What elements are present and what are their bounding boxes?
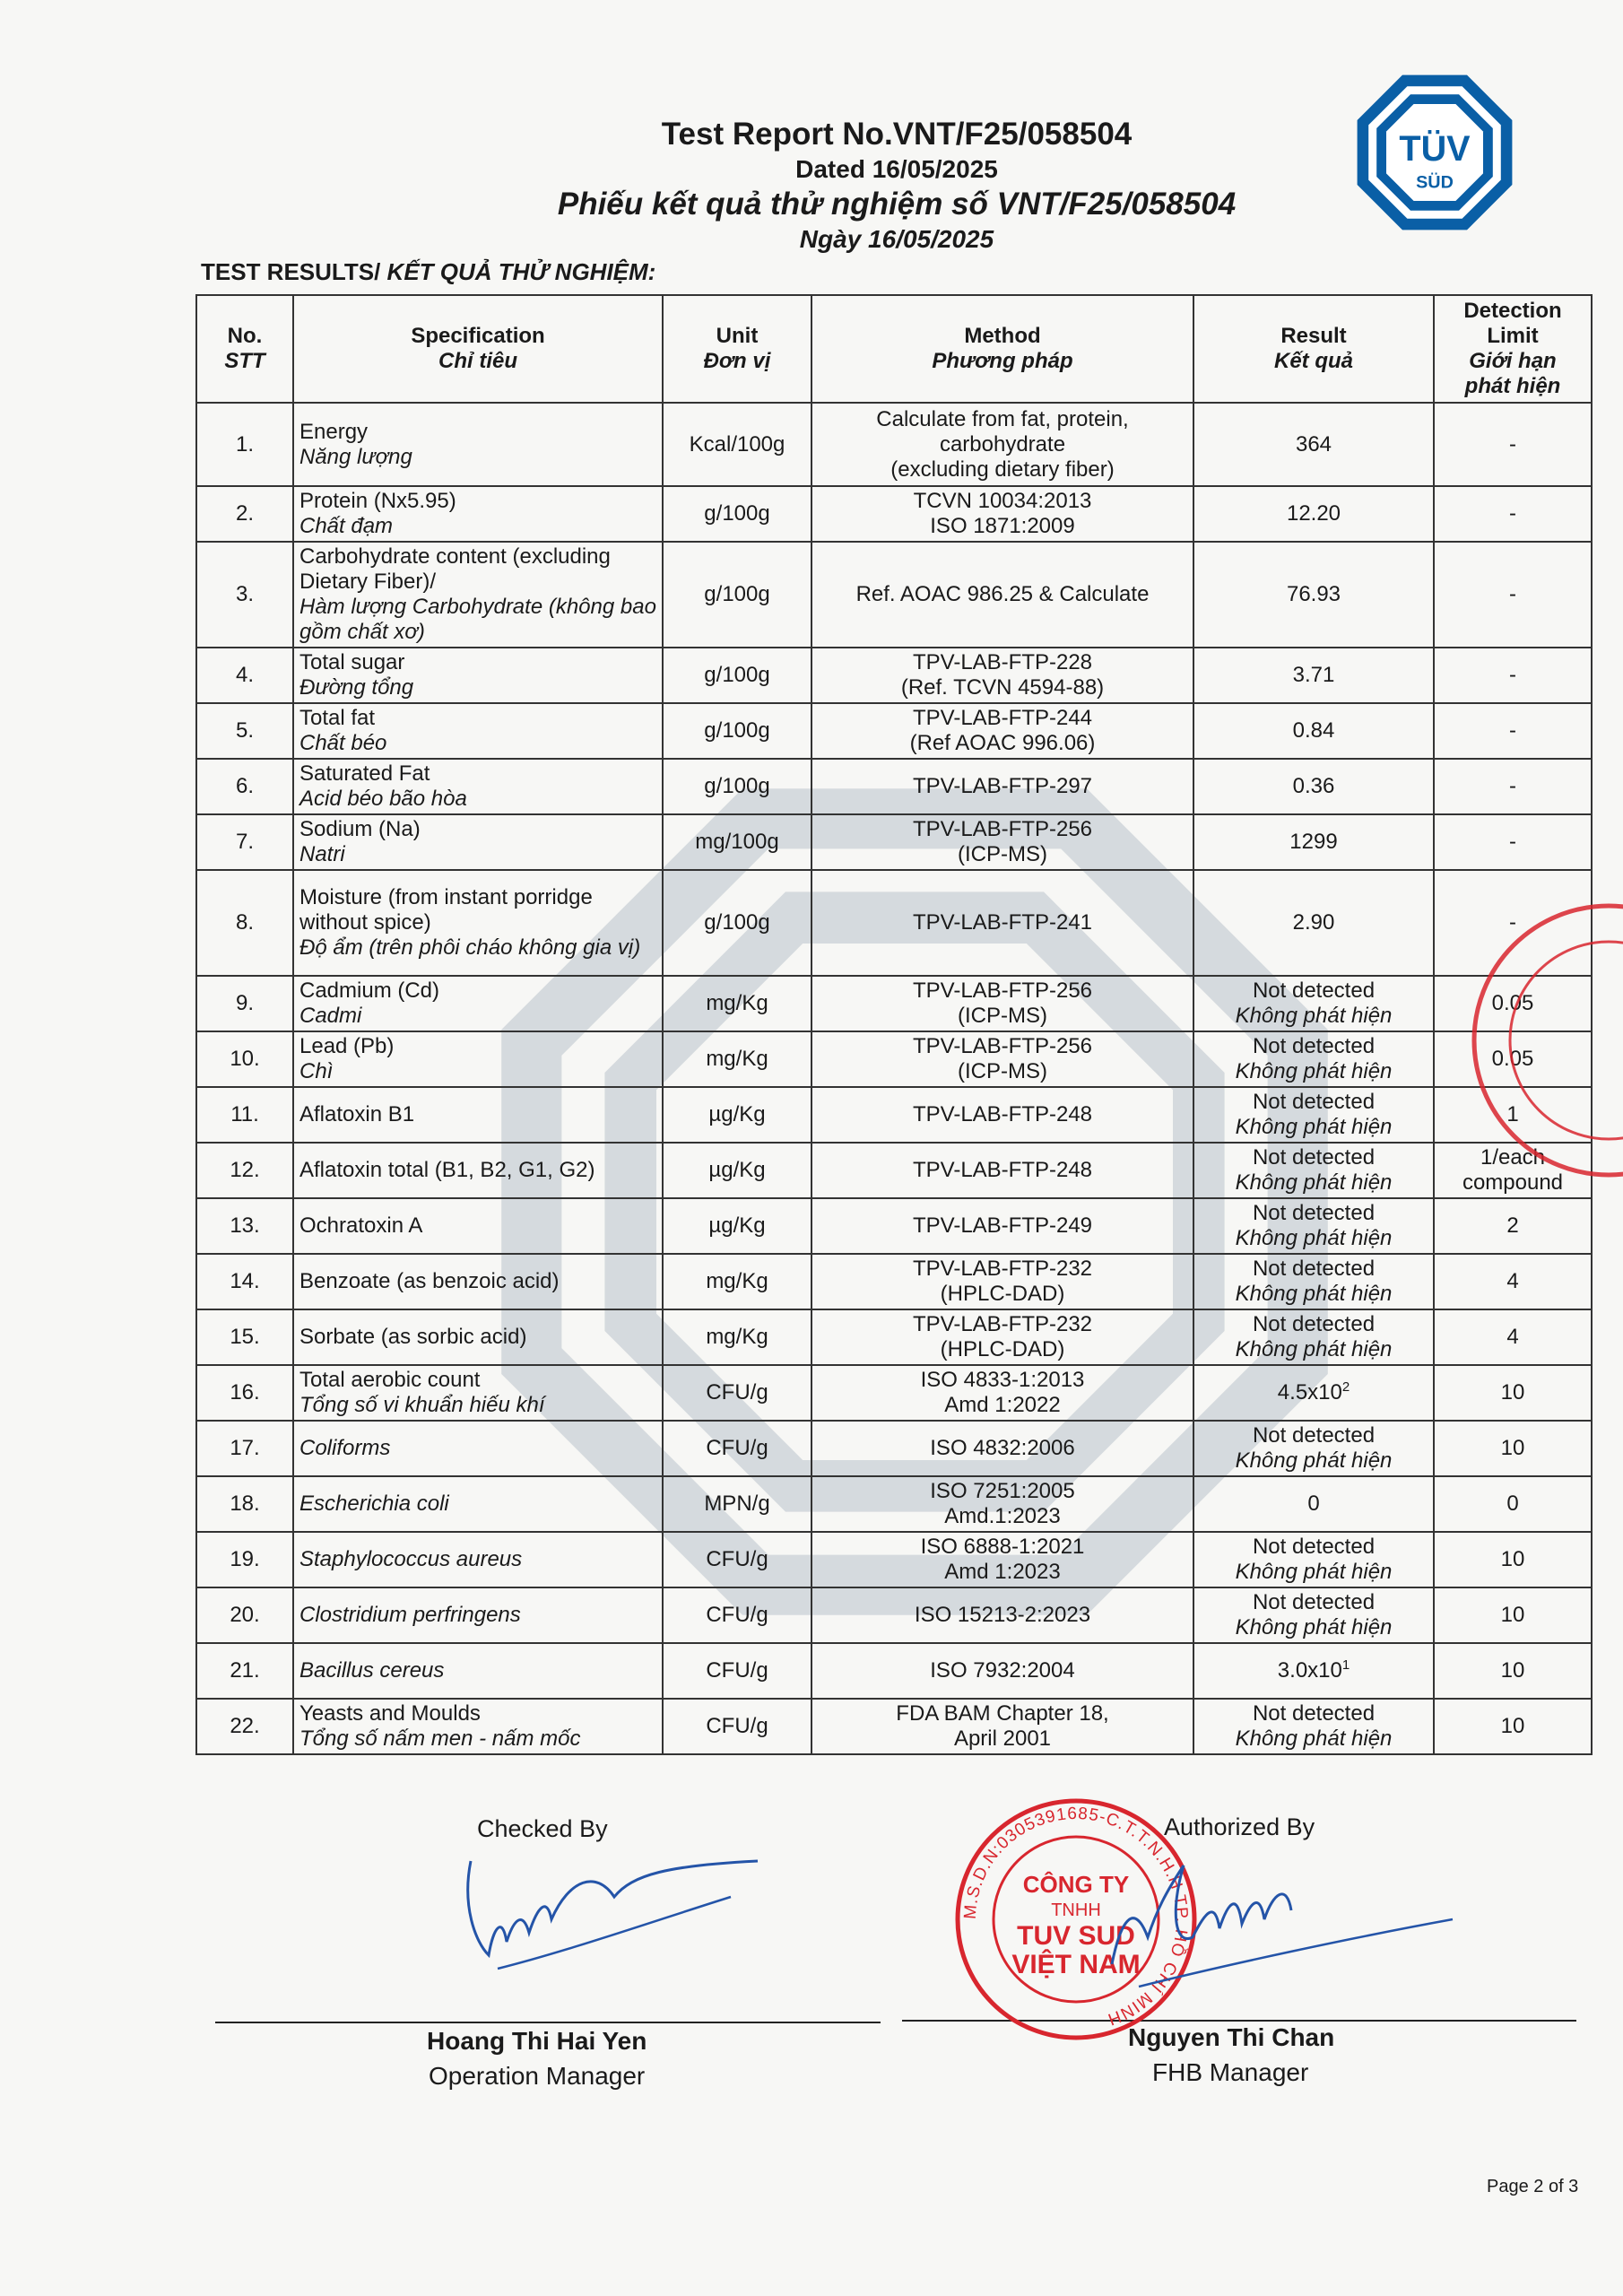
- table-row: [196, 976, 1592, 1031]
- cell-method: TPV-LAB-FTP-256 (ICP-MS): [812, 814, 1193, 870]
- cell-specification: Coliforms: [293, 1421, 663, 1476]
- page-number: Page 2 of 3: [1487, 2177, 1579, 2196]
- cell-no: 15.: [196, 1309, 293, 1365]
- cell-method: ISO 7251:2005 Amd.1:2023: [812, 1476, 1193, 1532]
- cell-no: 9.: [196, 976, 293, 1031]
- cell-no: 12.: [196, 1143, 293, 1198]
- cell-unit: g/100g: [663, 486, 812, 542]
- cell-detection-limit: 10: [1434, 1587, 1592, 1643]
- logo-text-top: TÜV: [1399, 129, 1471, 169]
- cell-method: ISO 7932:2004: [812, 1643, 1193, 1699]
- cell-detection-limit: 10: [1434, 1643, 1592, 1699]
- authorized-signature: [1085, 1830, 1462, 2000]
- cell-result: Not detected Không phát hiện: [1193, 1031, 1434, 1087]
- cell-unit: CFU/g: [663, 1532, 812, 1587]
- cell-result: 2.90: [1193, 870, 1434, 976]
- table-row: [196, 648, 1592, 703]
- cell-result: Not detected Không phát hiện: [1193, 1143, 1434, 1198]
- cell-unit: g/100g: [663, 870, 812, 976]
- cell-specification: Energy Năng lượng: [293, 403, 663, 486]
- cell-result: $4.5x10^2$: [1193, 1365, 1434, 1421]
- cell-specification: Total aerobic count Tổng số vi khuẩn hiếu khí: [293, 1365, 663, 1421]
- cell-specification: Saturated Fat Acid béo bão hòa: [293, 759, 663, 814]
- cell-specification: Ochratoxin A: [293, 1198, 663, 1254]
- tuv-sud-logo: [1354, 72, 1515, 233]
- checked-by-title: Operation Manager: [429, 2062, 646, 2090]
- cell-no: 14.: [196, 1254, 293, 1309]
- cell-no: 1.: [196, 403, 293, 486]
- cell-no: 8.: [196, 870, 293, 976]
- cell-specification: Sodium (Na) Natri: [293, 814, 663, 870]
- stamp-line-3: TUV SUD: [1017, 1921, 1135, 1951]
- cell-specification: Bacillus cereus: [293, 1643, 663, 1699]
- cell-result: Not detected Không phát hiện: [1193, 1309, 1434, 1365]
- cell-method: TPV-LAB-FTP-232 (HPLC-DAD): [812, 1254, 1193, 1309]
- cell-detection-limit: 0: [1434, 1476, 1592, 1532]
- cell-result: 12.20: [1193, 486, 1434, 542]
- report-date-vi: Ngày 16/05/2025: [799, 225, 994, 253]
- table-row: [196, 486, 1592, 542]
- cell-detection-limit: -: [1434, 542, 1592, 648]
- cell-unit: mg/Kg: [663, 976, 812, 1031]
- results-table: [195, 294, 1593, 1755]
- cell-no: 7.: [196, 814, 293, 870]
- table-row: [196, 1143, 1592, 1198]
- cell-specification: Clostridium perfringens: [293, 1587, 663, 1643]
- cell-unit: g/100g: [663, 648, 812, 703]
- cell-detection-limit: 0.05: [1434, 976, 1592, 1031]
- table-row: [196, 814, 1592, 870]
- cell-detection-limit: -: [1434, 814, 1592, 870]
- col-header-no: No. STT: [196, 295, 293, 403]
- cell-method: TPV-LAB-FTP-248: [812, 1087, 1193, 1143]
- cell-specification: Moisture (from instant porridge without spice) Độ ẩm (trên phôi cháo không gia vị): [293, 870, 663, 976]
- partial-stamp: [1438, 888, 1623, 1193]
- cell-result: 364: [1193, 403, 1434, 486]
- report-date-en: Dated 16/05/2025: [795, 155, 998, 183]
- cell-method: TPV-LAB-FTP-297: [812, 759, 1193, 814]
- table-row: [196, 1254, 1592, 1309]
- cell-detection-limit: -: [1434, 759, 1592, 814]
- cell-detection-limit: 10: [1434, 1421, 1592, 1476]
- col-header-limit: Detection Limit Giới hạn phát hiện: [1434, 295, 1592, 403]
- stamp-line-4: VIỆT NAM: [1011, 1950, 1141, 1979]
- col-header-spec: Specification Chỉ tiêu: [293, 295, 663, 403]
- cell-no: 10.: [196, 1031, 293, 1087]
- cell-detection-limit: 10: [1434, 1365, 1592, 1421]
- col-header-unit: Unit Đơn vị: [663, 295, 812, 403]
- cell-detection-limit: -: [1434, 648, 1592, 703]
- table-row: [196, 1421, 1592, 1476]
- cell-method: Ref. AOAC 986.25 & Calculate: [812, 542, 1193, 648]
- cell-detection-limit: 1/each compound: [1434, 1143, 1592, 1198]
- cell-detection-limit: 10: [1434, 1699, 1592, 1754]
- cell-unit: CFU/g: [663, 1421, 812, 1476]
- report-header: [430, 115, 1363, 255]
- table-row: [196, 1532, 1592, 1587]
- cell-detection-limit: 4: [1434, 1254, 1592, 1309]
- col-header-result: Result Kết quả: [1193, 295, 1434, 403]
- cell-result: 76.93: [1193, 542, 1434, 648]
- cell-result: Not detected Không phát hiện: [1193, 1532, 1434, 1587]
- cell-no: 18.: [196, 1476, 293, 1532]
- cell-result: 0: [1193, 1476, 1434, 1532]
- section-title: [201, 258, 655, 286]
- cell-specification: Sorbate (as sorbic acid): [293, 1309, 663, 1365]
- cell-method: TPV-LAB-FTP-228 (Ref. TCVN 4594-88): [812, 648, 1193, 703]
- cell-unit: mg/Kg: [663, 1254, 812, 1309]
- stamp-ring-text: M.S.D.N:0305391685-C.T.T.N.H.H TP. HỒ CHÍ MINH: [960, 1804, 1192, 2030]
- cell-no: 5.: [196, 703, 293, 759]
- cell-detection-limit: 10: [1434, 1532, 1592, 1587]
- table-row: [196, 1309, 1592, 1365]
- cell-unit: g/100g: [663, 703, 812, 759]
- table-row: [196, 542, 1592, 648]
- cell-method: TPV-LAB-FTP-256 (ICP-MS): [812, 1031, 1193, 1087]
- cell-unit: mg/100g: [663, 814, 812, 870]
- cell-no: 20.: [196, 1587, 293, 1643]
- cell-method: ISO 15213-2:2023: [812, 1587, 1193, 1643]
- cell-unit: mg/Kg: [663, 1309, 812, 1365]
- report-title-vi: Phiếu kết quả thử nghiệm số VNT/F25/058504: [557, 187, 1237, 222]
- checked-signature-line: [215, 2022, 881, 2023]
- table-row: [196, 759, 1592, 814]
- cell-no: 16.: [196, 1365, 293, 1421]
- cell-detection-limit: 0.05: [1434, 1031, 1592, 1087]
- checked-by-name: Hoang Thi Hai Yen: [427, 2027, 647, 2055]
- cell-detection-limit: 1: [1434, 1087, 1592, 1143]
- cell-unit: CFU/g: [663, 1699, 812, 1754]
- table-row: [196, 1587, 1592, 1643]
- cell-unit: CFU/g: [663, 1643, 812, 1699]
- cell-result: $3.0x10^1$: [1193, 1643, 1434, 1699]
- cell-method: ISO 6888-1:2021 Amd 1:2023: [812, 1532, 1193, 1587]
- cell-result: Not detected Không phát hiện: [1193, 1087, 1434, 1143]
- cell-method: TPV-LAB-FTP-256 (ICP-MS): [812, 976, 1193, 1031]
- cell-method: TPV-LAB-FTP-232 (HPLC-DAD): [812, 1309, 1193, 1365]
- cell-detection-limit: 4: [1434, 1309, 1592, 1365]
- cell-unit: g/100g: [663, 542, 812, 648]
- cell-specification: Total fat Chất béo: [293, 703, 663, 759]
- cell-specification: Escherichia coli: [293, 1476, 663, 1532]
- cell-result: 1299: [1193, 814, 1434, 870]
- cell-specification: Aflatoxin total (B1, B2, G1, G2): [293, 1143, 663, 1198]
- cell-no: 22.: [196, 1699, 293, 1754]
- cell-detection-limit: -: [1434, 870, 1592, 976]
- cell-no: 3.: [196, 542, 293, 648]
- table-row: [196, 403, 1592, 486]
- stamp-line-1: CÔNG TY: [1022, 1871, 1130, 1898]
- table-row: [196, 1087, 1592, 1143]
- cell-specification: Total sugar Đường tổng: [293, 648, 663, 703]
- cell-result: Not detected Không phát hiện: [1193, 1699, 1434, 1754]
- table-row: [196, 1476, 1592, 1532]
- section-title-en: TEST RESULTS/: [201, 258, 381, 285]
- cell-specification: Carbohydrate content (excluding Dietary Fiber)/ Hàm lượng Carbohydrate (không bao gồm chất xơ): [293, 542, 663, 648]
- cell-method: TPV-LAB-FTP-241: [812, 870, 1193, 976]
- table-row: [196, 870, 1592, 976]
- cell-no: 6.: [196, 759, 293, 814]
- cell-no: 13.: [196, 1198, 293, 1254]
- cell-specification: Cadmium (Cd) Cadmi: [293, 976, 663, 1031]
- col-header-method: Method Phương pháp: [812, 295, 1193, 403]
- cell-unit: MPN/g: [663, 1476, 812, 1532]
- report-title-en: Test Report No.VNT/F25/058504: [661, 117, 1133, 152]
- cell-result: 0.84: [1193, 703, 1434, 759]
- cell-no: 4.: [196, 648, 293, 703]
- cell-specification: Staphylococcus aureus: [293, 1532, 663, 1587]
- cell-method: TPV-LAB-FTP-249: [812, 1198, 1193, 1254]
- table-row: [196, 703, 1592, 759]
- cell-result: 0.36: [1193, 759, 1434, 814]
- stamp-line-2: TNHH: [1051, 1900, 1101, 1920]
- cell-no: 11.: [196, 1087, 293, 1143]
- cell-detection-limit: -: [1434, 403, 1592, 486]
- cell-method: TPV-LAB-FTP-244 (Ref AOAC 996.06): [812, 703, 1193, 759]
- cell-method: TCVN 10034:2013 ISO 1871:2009: [812, 486, 1193, 542]
- cell-unit: CFU/g: [663, 1365, 812, 1421]
- cell-specification: Benzoate (as benzoic acid): [293, 1254, 663, 1309]
- table-row: [196, 1198, 1592, 1254]
- cell-unit: CFU/g: [663, 1587, 812, 1643]
- cell-result: Not detected Không phát hiện: [1193, 976, 1434, 1031]
- cell-unit: µg/Kg: [663, 1143, 812, 1198]
- cell-specification: Protein (Nx5.95) Chất đạm: [293, 486, 663, 542]
- logo-text-bottom: SÜD: [1416, 172, 1454, 193]
- cell-detection-limit: -: [1434, 486, 1592, 542]
- cell-result: 3.71: [1193, 648, 1434, 703]
- cell-method: ISO 4832:2006: [812, 1421, 1193, 1476]
- table-row: [196, 1365, 1592, 1421]
- cell-result: Not detected Không phát hiện: [1193, 1198, 1434, 1254]
- cell-specification: Lead (Pb) Chì: [293, 1031, 663, 1087]
- table-row: [196, 1031, 1592, 1087]
- cell-detection-limit: -: [1434, 703, 1592, 759]
- cell-detection-limit: 2: [1434, 1198, 1592, 1254]
- cell-no: 2.: [196, 486, 293, 542]
- cell-method: Calculate from fat, protein, carbohydrate (excluding dietary fiber): [812, 403, 1193, 486]
- cell-specification: Yeasts and Moulds Tổng số nấm men - nấm mốc: [293, 1699, 663, 1754]
- checked-by-label: Checked By: [477, 1815, 608, 1842]
- cell-unit: Kcal/100g: [663, 403, 812, 486]
- cell-specification: Aflatoxin B1: [293, 1087, 663, 1143]
- cell-no: 17.: [196, 1421, 293, 1476]
- cell-result: Not detected Không phát hiện: [1193, 1421, 1434, 1476]
- authorized-by-title: FHB Manager: [1152, 2058, 1309, 2086]
- cell-unit: mg/Kg: [663, 1031, 812, 1087]
- cell-no: 19.: [196, 1532, 293, 1587]
- table-header-row: [196, 295, 1592, 403]
- cell-method: TPV-LAB-FTP-248: [812, 1143, 1193, 1198]
- cell-no: 21.: [196, 1643, 293, 1699]
- authorized-by-label: Authorized By: [1164, 1813, 1315, 1840]
- table-row: [196, 1643, 1592, 1699]
- authorized-by-name: Nguyen Thi Chan: [1128, 2023, 1335, 2051]
- cell-unit: µg/Kg: [663, 1087, 812, 1143]
- cell-method: FDA BAM Chapter 18, April 2001: [812, 1699, 1193, 1754]
- section-title-vi: KẾT QUẢ THỬ NGHIỆM:: [386, 258, 656, 285]
- cell-method: ISO 4833-1:2013 Amd 1:2022: [812, 1365, 1193, 1421]
- cell-unit: µg/Kg: [663, 1198, 812, 1254]
- table-row: [196, 1699, 1592, 1754]
- checked-signature: [462, 1843, 767, 1978]
- cell-result: Not detected Không phát hiện: [1193, 1254, 1434, 1309]
- cell-unit: g/100g: [663, 759, 812, 814]
- cell-result: Not detected Không phát hiện: [1193, 1587, 1434, 1643]
